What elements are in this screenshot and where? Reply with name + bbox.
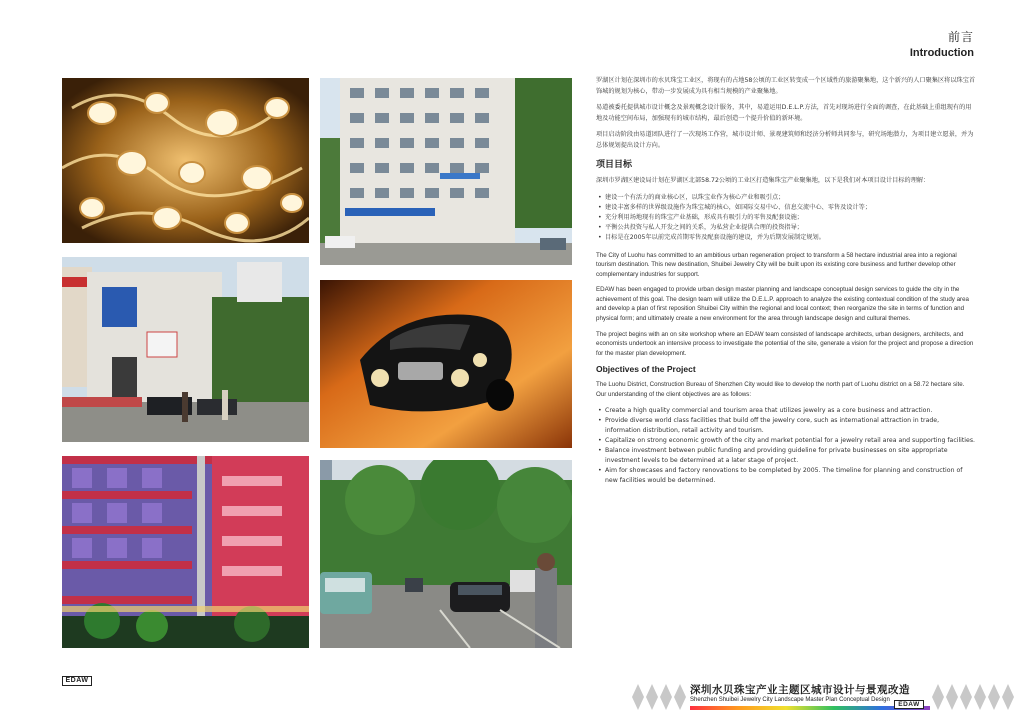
intro-en-paragraph-2: EDAW has been engaged to provide urban design master planning and landscape conceptual design services to guide the city in the achievement of this goal. The design team will utilize the D.E.L.P. approach to analyze the existing contextual condition of the study area and develop a plan of first reposition Shuibei City within the regional and local context; then reorganize the site in terms of function and physical form; and ultimately create a new environment for the area through landscape design and cultural themes. [596, 286, 969, 323]
objectives-cn-heading: 项目目标 [596, 160, 633, 170]
page-header [910, 28, 974, 59]
edaw-logo-icon: EDAW [62, 676, 92, 686]
project-title [690, 682, 926, 703]
objectives-cn-item: • 建设丰富多样的世界级设施作为珠宝城的核心，如国际交易中心、信息交流中心、零售及设计等； [596, 203, 976, 213]
text-column [596, 76, 976, 494]
objectives-cn-item: • 建设一个有活力的商业核心区，以珠宝业作为核心产业和吸引点； [596, 193, 976, 203]
project-title-en: Shenzhen Shuibei Jewelry City Landscape Master Plan Conceptual Design [690, 697, 890, 703]
photo-colorful-building [62, 456, 309, 648]
objectives-en-item: • Aim for showcases and factory renovations to be completed by 2005. The timeline for planning and construction of new facilities would be determined. [596, 466, 976, 486]
intro-cn-paragraph-2: 易道被委托提供城市设计概念及景观概念设计服务，其中，易道运用D.E.L.P.方法，首先对现场进行全面的调查，在此基础上重组现有的用地及功能空间布局，加强现有的城市结构，最后创造一个提升价值的新环境。 [596, 104, 972, 122]
objectives-cn-intro: 深圳市罗湖区建设局计划在罗湖区北部58.72公顷的工业区打造集珠宝产业聚集地，以下是我们对本项目设计目标的理解： [596, 177, 930, 184]
objectives-cn-item: • 目标是在2005年以前完成首期零售及配套设施的建设，并为后期发展制定规划。 [596, 233, 976, 243]
photo-market-building [62, 257, 309, 442]
title-en: Introduction [909, 47, 974, 59]
objectives-en-item: • Create a high quality commercial and tourism area that utilizes jewelry as a core business and attraction. [596, 406, 976, 416]
objectives-en-item: • Capitalize on strong economic growth of the city and market potential for a jewelry retail area and supporting facilities. [596, 436, 976, 446]
photo-luxury-car [320, 280, 572, 448]
objectives-en-heading: Objectives of the Project [596, 364, 696, 375]
objectives-en-item: • Balance investment between public funding and providing guideline for private businesses on site appropriate investment levels to be determined at a later stage of project. [596, 446, 976, 466]
intro-en-paragraph-1: The City of Luohu has committed to an ambitious urban regeneration project to transform a 58 hectare industrial area into a regional tourism destination. This new destination, Shuibei Jewelry City will be built upon its existing core business and further develop other complementary industries for support. [596, 251, 957, 278]
objectives-cn-item: • 充分利用场地现有的珠宝产业基础，形成具有吸引力的零售及配套设施； [596, 213, 976, 223]
photo-jewelry [62, 78, 309, 243]
objectives-cn-item: • 平衡公共投资与私人开发之间的关系，为私营企业提供合理的投资指导； [596, 223, 976, 233]
photo-street-scene [320, 460, 572, 648]
project-title-cn: 深圳水贝珠宝产业主题区城市设计与景观改造 [690, 684, 910, 696]
intro-cn-paragraph-3: 项目启动阶段由易道团队进行了一次现场工作营，城市设计师、景观建筑师和经济分析师共同参与，研究场地潜力，为项目建立愿景，并为总体规划提出设计方向。 [596, 131, 974, 149]
objectives-cn-list [596, 193, 976, 243]
edaw-logo-icon: EDAW [894, 700, 924, 709]
intro-en-paragraph-3: The project begins with an on site workshop where an EDAW team consisted of landscape architects, urban designers, architects, and economists undertook an intensive process to investigate the potential of the site, generate a vision for the project and propose a direction for the master plan development. [596, 330, 974, 357]
objectives-en-intro: The Luohu District, Construction Bureau of Shenzhen City would like to develop the north part of Luohu district on a 58.72 hectare site. Our understanding of the client objectives are as follows: [596, 381, 965, 399]
objectives-en-list [596, 406, 976, 486]
title-cn: 前言 [947, 30, 974, 44]
objectives-en-item: • Provide diverse world class facilities that build off the jewelry core, such as international attraction in trade, information distribution, retail activity and tourism. [596, 416, 976, 436]
photo-office-building [320, 78, 572, 265]
intro-cn-paragraph-1: 罗湖区计划在深圳市的水贝珠宝工业区，将现有的占地58公顷的工业区转变成一个区域性的旅游聚集地，这个新兴的人口聚集区将以珠宝首饰城的规划为核心，带动一步发展成为具有相当规模的产业聚集地。 [596, 77, 976, 95]
